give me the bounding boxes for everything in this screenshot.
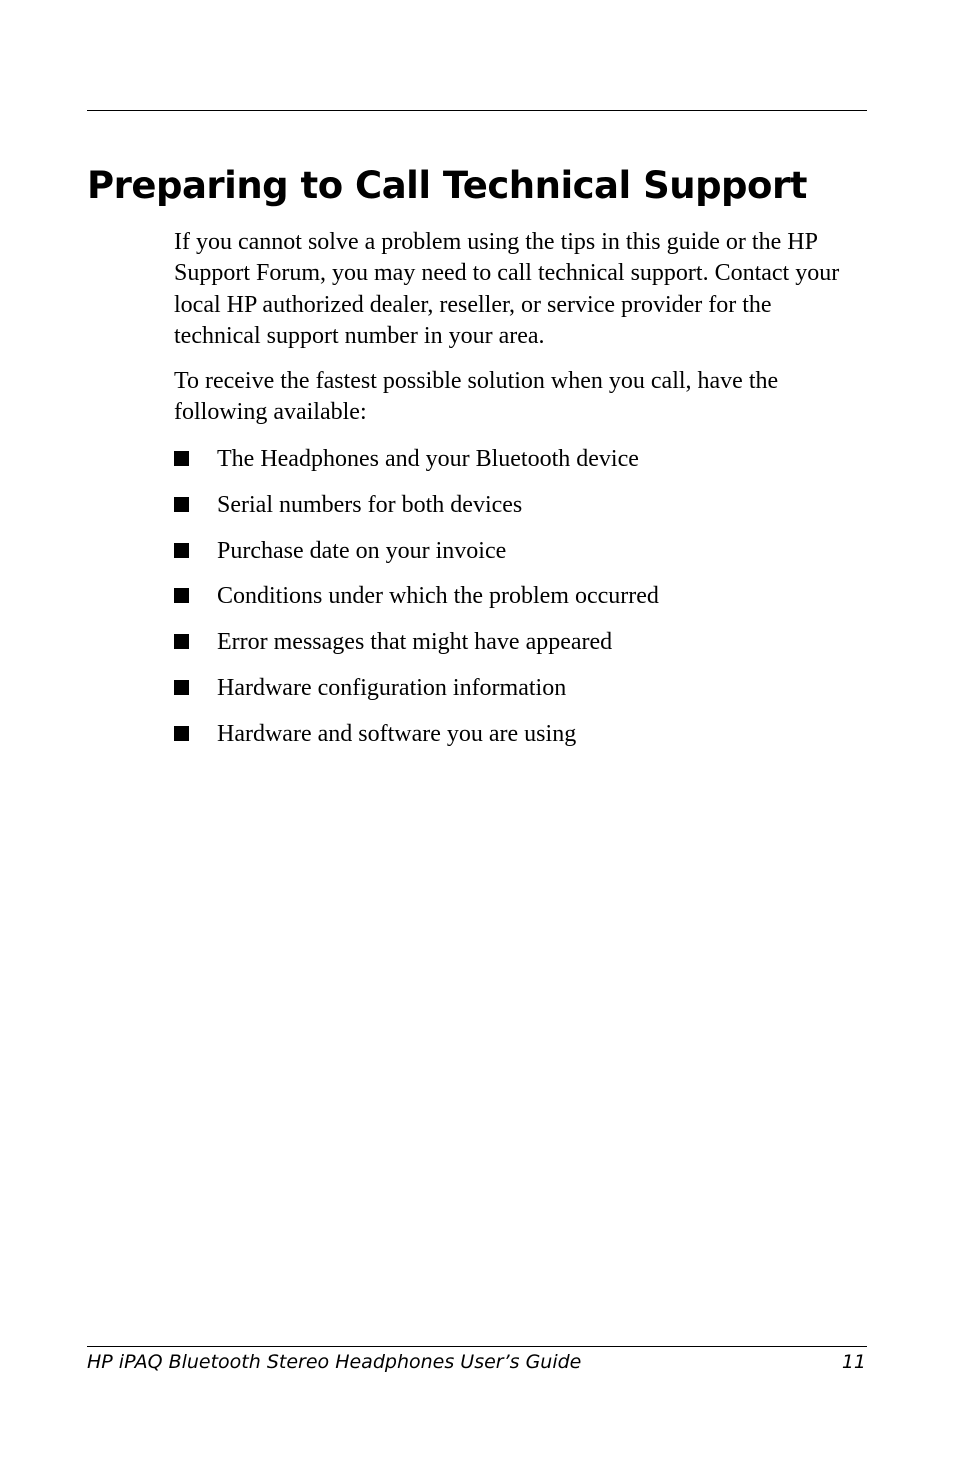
checklist	[174, 444, 864, 765]
list-item	[174, 581, 864, 627]
list-item	[174, 490, 864, 536]
footer-document-title: HP iPAQ Bluetooth Stereo Headphones User’s Guide	[87, 1351, 582, 1373]
square-bullet-icon	[174, 680, 189, 695]
list-item-text: Conditions under which the problem occurred	[217, 583, 659, 610]
page-title: Preparing to Call Technical Support	[87, 164, 807, 207]
list-item	[174, 719, 864, 765]
square-bullet-icon	[174, 726, 189, 741]
intro-paragraph: If you cannot solve a problem using the tips in this guide or the HP Support Forum, you may need to call technical support. Contact your local HP authorized dealer, reseller, or service provider for the technical support number in your area.	[174, 229, 840, 349]
list-item-text: Hardware and software you are using	[217, 720, 577, 747]
footer-rule	[87, 1346, 867, 1347]
list-item-text: Error messages that might have appeared	[217, 629, 613, 656]
list-item	[174, 444, 864, 490]
square-bullet-icon	[174, 588, 189, 603]
list-item	[174, 673, 864, 719]
list-item	[174, 536, 864, 582]
list-item-text: Hardware configuration information	[217, 674, 567, 701]
list-item	[174, 627, 864, 673]
list-item-text: Purchase date on your invoice	[217, 537, 507, 564]
square-bullet-icon	[174, 451, 189, 466]
square-bullet-icon	[174, 497, 189, 512]
list-item-text: Serial numbers for both devices	[217, 491, 523, 518]
header-rule	[87, 110, 867, 111]
page-number: 11	[841, 1351, 866, 1373]
list-item-text: The Headphones and your Bluetooth device	[217, 446, 639, 472]
square-bullet-icon	[174, 634, 189, 649]
square-bullet-icon	[174, 543, 189, 558]
checklist-intro-paragraph: To receive the fastest possible solution when you call, have the following available:	[174, 368, 779, 426]
